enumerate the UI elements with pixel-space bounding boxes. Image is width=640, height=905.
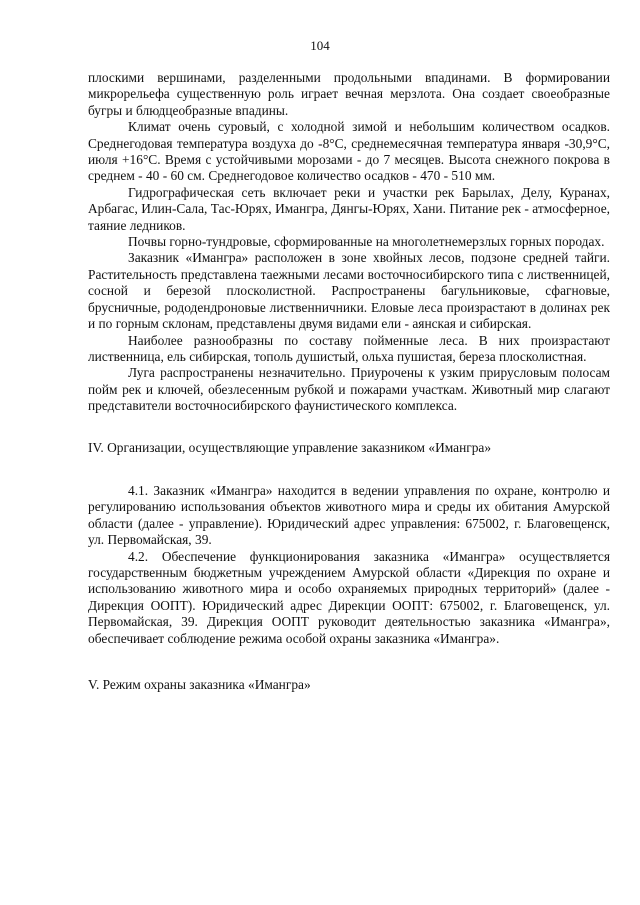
paragraph-vegetation: Заказник «Имангра» расположен в зоне хвойных лесов, подзоне средней тайги. Растительность представлена таежными лесами восточносибирского типа с лиственницей, сосной и березой плосколистной. Распространены багульниковые, сфагновые, брусничные, рододендроновые лиственничники. Еловые леса произрастают в долинах рек и по горным склонам, представлены двумя видами ели - аянская и сибирская.	[88, 250, 610, 332]
paragraph-relief: плоскими вершинами, разделенными продольными впадинами. В формировании микрорельефа существенную роль играет вечная мерзлота. Она создает своеобразные бугры и блюдцеобразные впадины.	[88, 70, 610, 118]
paragraph-climate: Климат очень суровый, с холодной зимой и небольшим количеством осадков. Среднегодовая температура воздуха до -8°С, среднемесячная температура января -30,9°С, июля +16°С. Время с устойчивыми морозами - до 7 месяцев. Высота снежного покрова в среднем - 40 - 60 см. Среднегодовое количество осадков - 470 - 510 мм.	[88, 119, 610, 184]
paragraph-4-1: 4.1. Заказник «Имангра» находится в ведении управления по охране, контролю и регулированию использования объектов животного мира и среды их обитания Амурской области (далее - управление). Юридический адрес управления: 675002, г. Благовещенск, ул. Первомайская, 39.	[88, 482, 610, 548]
paragraph-4-2: 4.2. Обеспечение функционирования заказника «Имангра» осуществляется государственным бюджетным учреждением Амурской области «Дирекция по охране и использованию животного мира и особо охраняемых природных территорий» (далее - Дирекция ООПТ). Юридический адрес Дирекции ООПТ: 675002, г. Благовещенск, ул. Первомайская, 39. Дирекция ООПТ руководит деятельностью заказника «Имангра», обеспечивает соблюдение режима особой охраны заказника «Имангра».	[88, 548, 610, 646]
section-heading-v: V. Режим охраны заказника «Имангра»	[88, 677, 311, 692]
paragraph-meadows-fauna: Луга распространены незначительно. Приурочены к узким прирусловым полосам пойм рек и ключей, обезлесенным рубкой и пожарами участкам. Животный мир слагают представители восточносибирского фаунистического комплекса.	[88, 365, 610, 414]
paragraph-floodplain-forests: Наиболее разнообразны по составу пойменные леса. В них произрастают лиственница, ель сибирская, тополь душистый, ольха пушистая, береза плосколистная.	[88, 332, 610, 364]
paragraph-soils: Почвы горно-тундровые, сформированные на многолетнемерзлых горных породах.	[128, 234, 605, 250]
paragraph-hydrography: Гидрографическая сеть включает реки и участки рек Барылах, Делу, Куранах, Арбагас, Илин-Сала, Тас-Юрях, Имангра, Дянгы-Юрях, Хани. Питание рек - атмосферное, таяние ледников.	[88, 184, 610, 233]
page-body	[88, 70, 610, 693]
page-number: 104	[310, 38, 330, 53]
section-heading-iv: IV. Организации, осуществляющие управление заказником «Имангра»	[88, 439, 492, 455]
